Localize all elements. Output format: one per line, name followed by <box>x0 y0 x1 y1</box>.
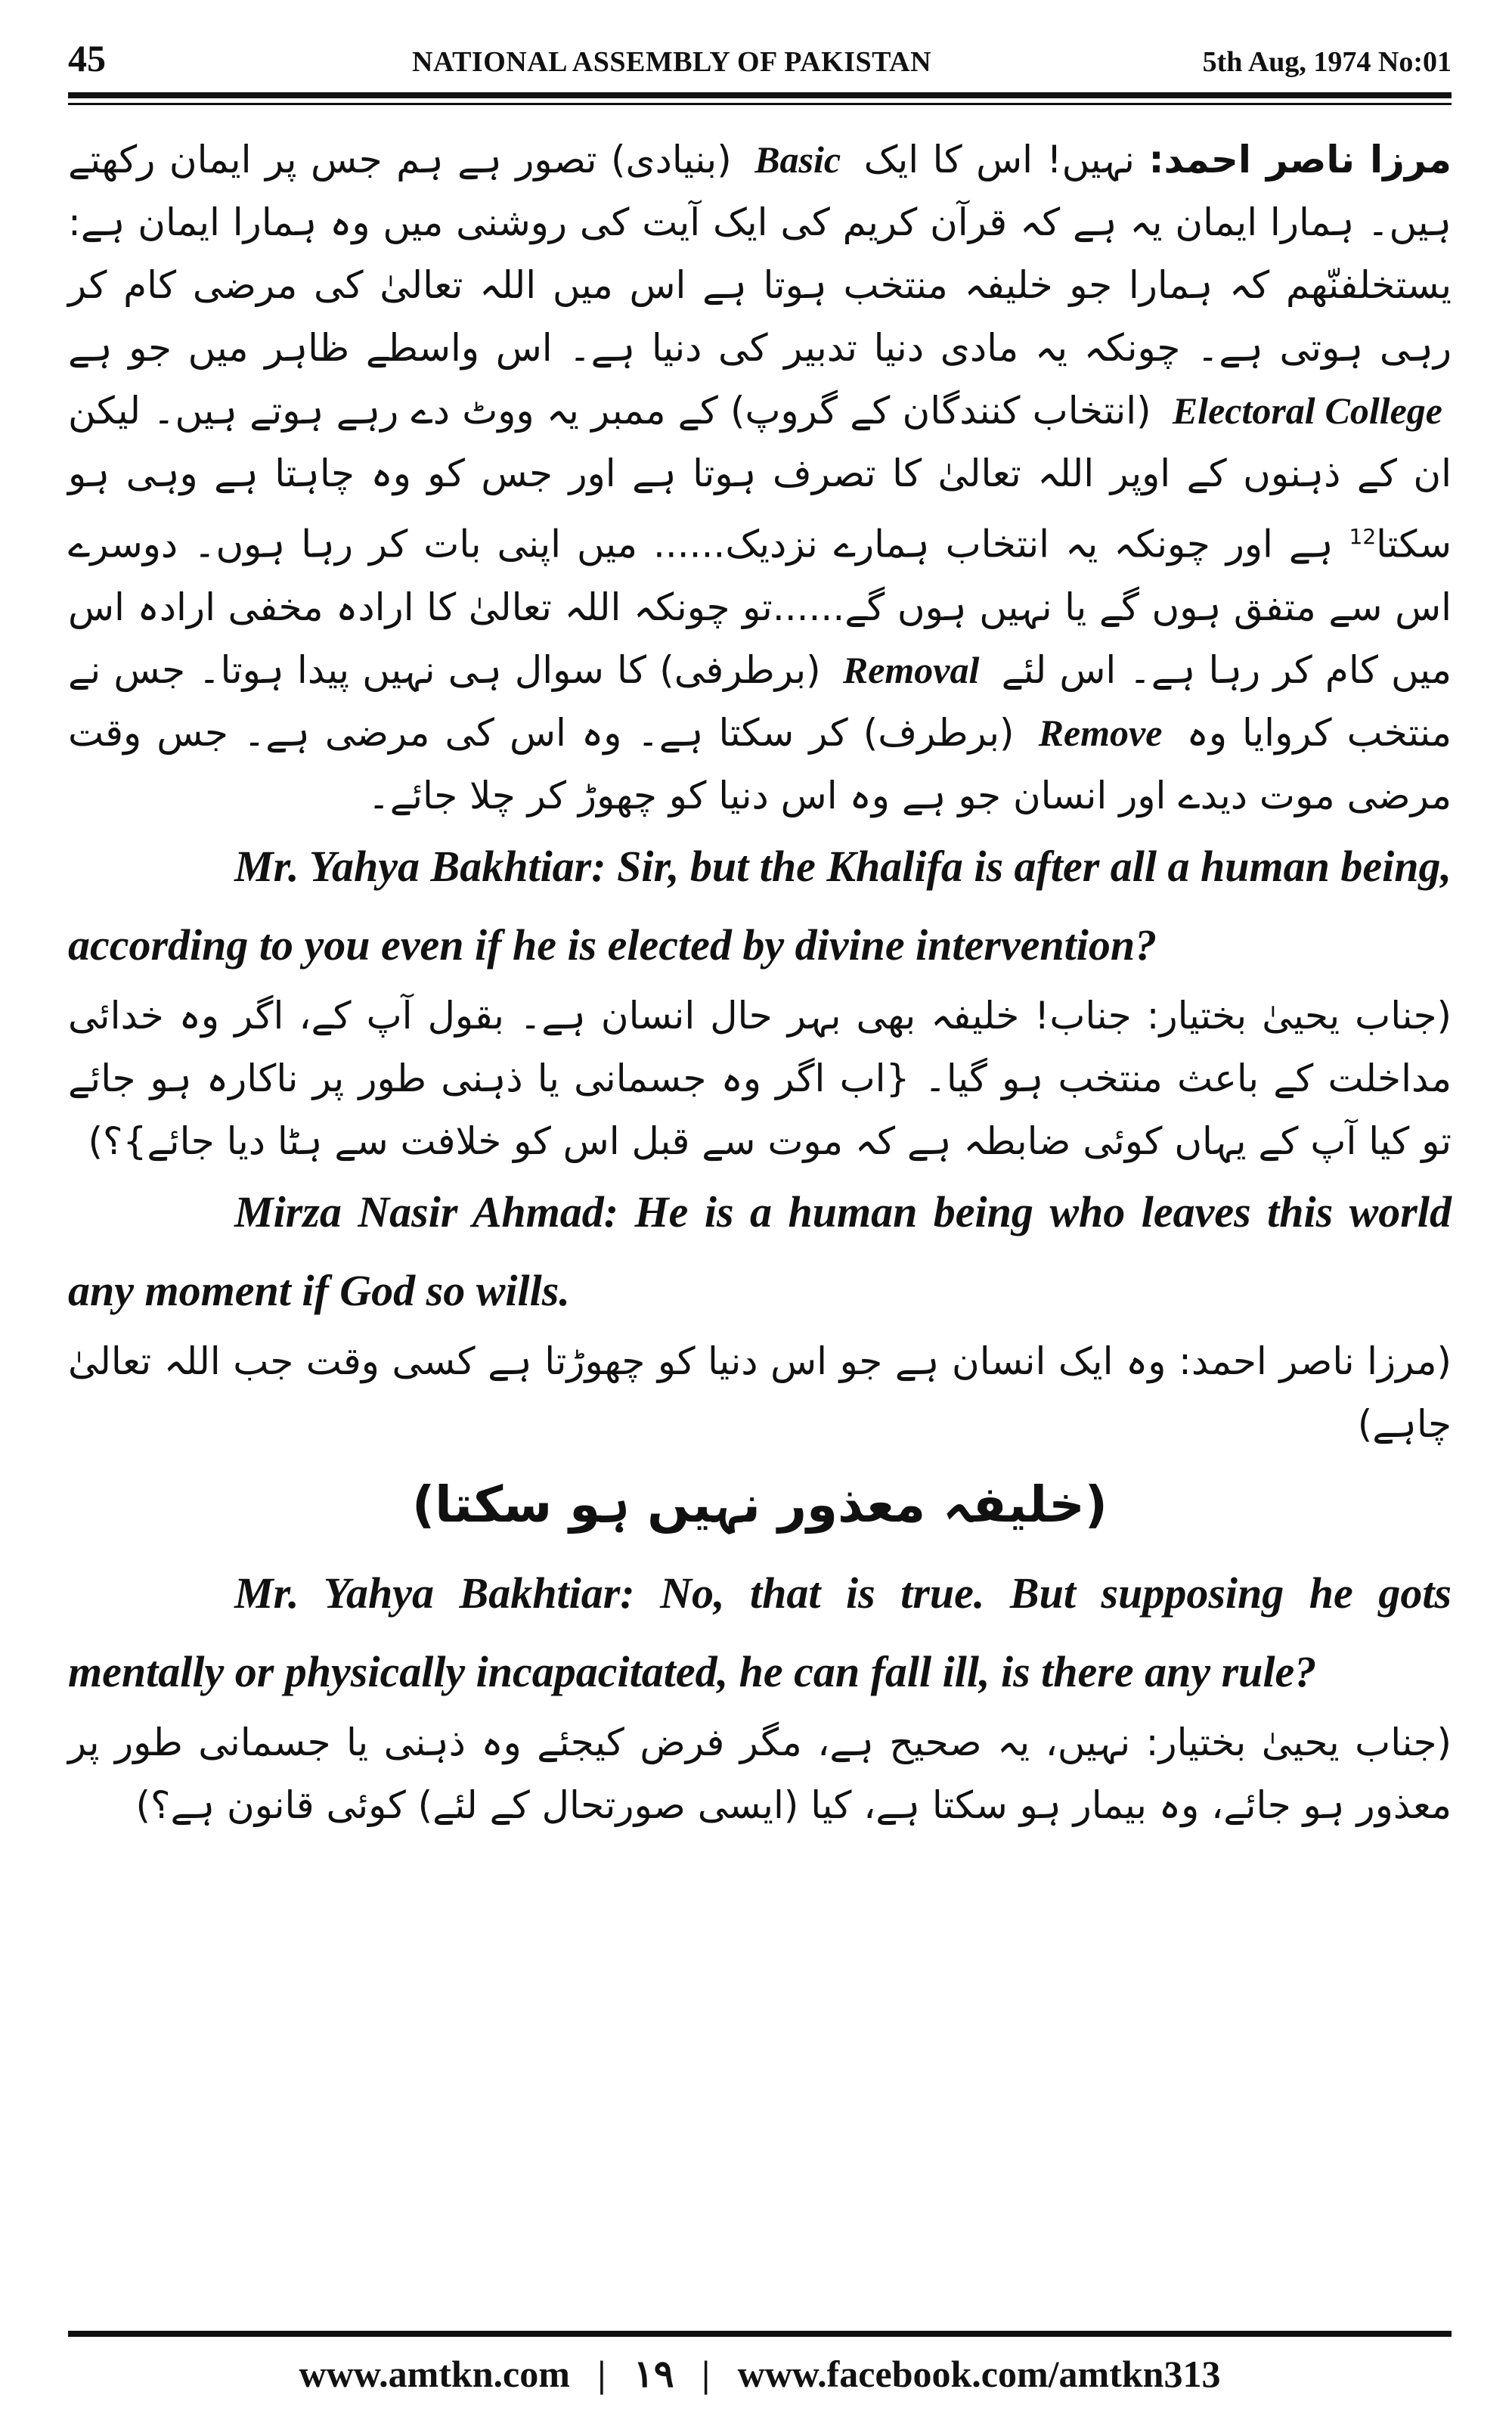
urdu-text: (برطرف) کر سکتا ہے۔ وہ اس کی مرضی ہے۔ جس وقت مرضی موت دیدے اور انسان جو ہے وہ اس دنیا کو چھوڑ کر چلا جائے۔ <box>68 710 1452 818</box>
footer-separator: | <box>702 2353 711 2395</box>
page-header <box>68 36 1452 82</box>
urdu-text: نہیں! اس کا ایک <box>863 138 1135 182</box>
speaker-label: Mirza Nasir Ahmad: <box>234 1187 619 1236</box>
urdu-text: (جناب یحییٰ بختیار: نہیں، یہ صحیح ہے، مگر فرض کیجئے وہ ذہنی یا جسمانی طور پر معذور ہو جائے، وہ بیمار ہو سکتا ہے، کیا (ایسی صورتحال کے لئے) کوئی قانون ہے؟) <box>68 1720 1452 1827</box>
section-heading: (خلیفہ معذور نہیں ہو سکتا) <box>412 1475 1108 1534</box>
latin-term: Removal <box>842 648 980 691</box>
header-title: NATIONAL ASSEMBLY OF PAKISTAN <box>412 46 932 78</box>
page-body <box>68 129 1452 1837</box>
speaker-label: Mr. Yahya Bakhtiar: <box>234 1568 635 1618</box>
english-text: He is a human being who leaves this world any moment if God so wills. <box>68 1187 1452 1315</box>
urdu-text: (بنیادی) تصور ہے ہم جس پر ایمان رکھتے ہیں۔ ہمارا ایمان یہ ہے کہ قرآن کریم کی ایک آیت کی روشنی میں وہ ہمارا ایمان ہے: یستخلفنّھم کہ ہمارا جو خلیفہ منتخب ہوتا ہے اس میں اللہ تعالیٰ کی مرضی کام کر رہی ہوتی ہے۔ چونکہ یہ مادی دنیا تدبیر کی دنیا ہے۔ اس واسطے ظاہر میں جو ہے <box>68 138 1452 370</box>
urdu-text: (جناب یحییٰ بختیار: جناب! خلیفہ بھی بہر حال انسان ہے۔ بقول آپ کے، اگر وہ خدائی مداخلت کے باعث منتخب ہو گیا۔ {اب اگر وہ جسمانی یا ذہنی طور پر ناکارہ ہو جائے تو کیا آپ کے یہاں کوئی ضابطہ ہے کہ موت سے قبل اس کو خلافت سے ہٹا دیا جائے}؟) <box>68 993 1452 1163</box>
speaker-label: مرزا ناصر احمد: <box>1148 138 1452 182</box>
urdu-text: (انتخاب کنندگان کے گروپ) کے ممبر یہ ووٹ دے رہے ہوتے ہیں۔ لیکن ان کے ذہنوں کے اوپر اللہ تعالیٰ کا تصرف ہوتا ہے اور جس کو وہ چاہتا ہے وہی ہو سکتا <box>68 389 1452 566</box>
latin-term: Electoral College <box>1172 389 1442 432</box>
website-link[interactable]: www.amtkn.com <box>299 2353 570 2395</box>
footer-rule <box>68 2331 1452 2337</box>
urdu-translation-yahya-1 <box>68 985 1452 1173</box>
urdu-paragraph-mirza-nasir <box>68 129 1452 827</box>
page-footer <box>68 2352 1452 2405</box>
english-text: Sir, but the Khalifa is after all a human being, according to you even if he is elected by divine intervention? <box>68 841 1452 970</box>
footnote-marker: 12 <box>1349 524 1377 549</box>
urdu-text: (مرزا ناصر احمد: وہ ایک انسان ہے جو اس دنیا کو چھوڑتا ہے کسی وقت جب اللہ تعالیٰ چاہے) <box>68 1339 1452 1446</box>
english-text: No, that is true. But supposing he gots mentally or physically incapacitated, he can fall ill, is there any rule? <box>68 1568 1452 1696</box>
latin-term: Basic <box>754 138 841 181</box>
header-date: 5th Aug, 1974 No:01 <box>1202 46 1452 78</box>
urdu-translation-yahya-2 <box>68 1711 1452 1837</box>
footer-separator: | <box>597 2353 606 2395</box>
footer-page-number: ۱۹ <box>633 2353 674 2395</box>
facebook-link[interactable]: www.facebook.com/amtkn313 <box>737 2353 1221 2395</box>
english-paragraph-mirza-nasir <box>68 1173 1452 1330</box>
urdu-translation-mirza-nasir <box>68 1330 1452 1456</box>
english-paragraph-yahya-1 <box>68 827 1452 985</box>
latin-term: Remove <box>1038 711 1163 754</box>
page-number: 45 <box>68 37 106 79</box>
speaker-label: Mr. Yahya Bakhtiar: <box>234 841 606 891</box>
urdu-text: (برطرفی) کا سوال ہی نہیں پیدا ہوتا۔ جس نے منتخب کروایا وہ <box>68 647 1452 755</box>
header-rule-thick <box>68 92 1452 98</box>
header-rule-thin <box>68 103 1452 105</box>
english-paragraph-yahya-2 <box>68 1554 1452 1711</box>
urdu-text: ہے اور چونکہ یہ انتخاب ہمارے نزدیک...... میں اپنی بات کر رہا ہوں۔ دوسرے اس سے متفق ہوں گے یا نہیں ہوں گے......تو چونکہ اللہ تعالیٰ کا ارادہ مخفی ارادہ اس میں کام کر رہا ہے۔ اس لئے <box>68 522 1452 692</box>
